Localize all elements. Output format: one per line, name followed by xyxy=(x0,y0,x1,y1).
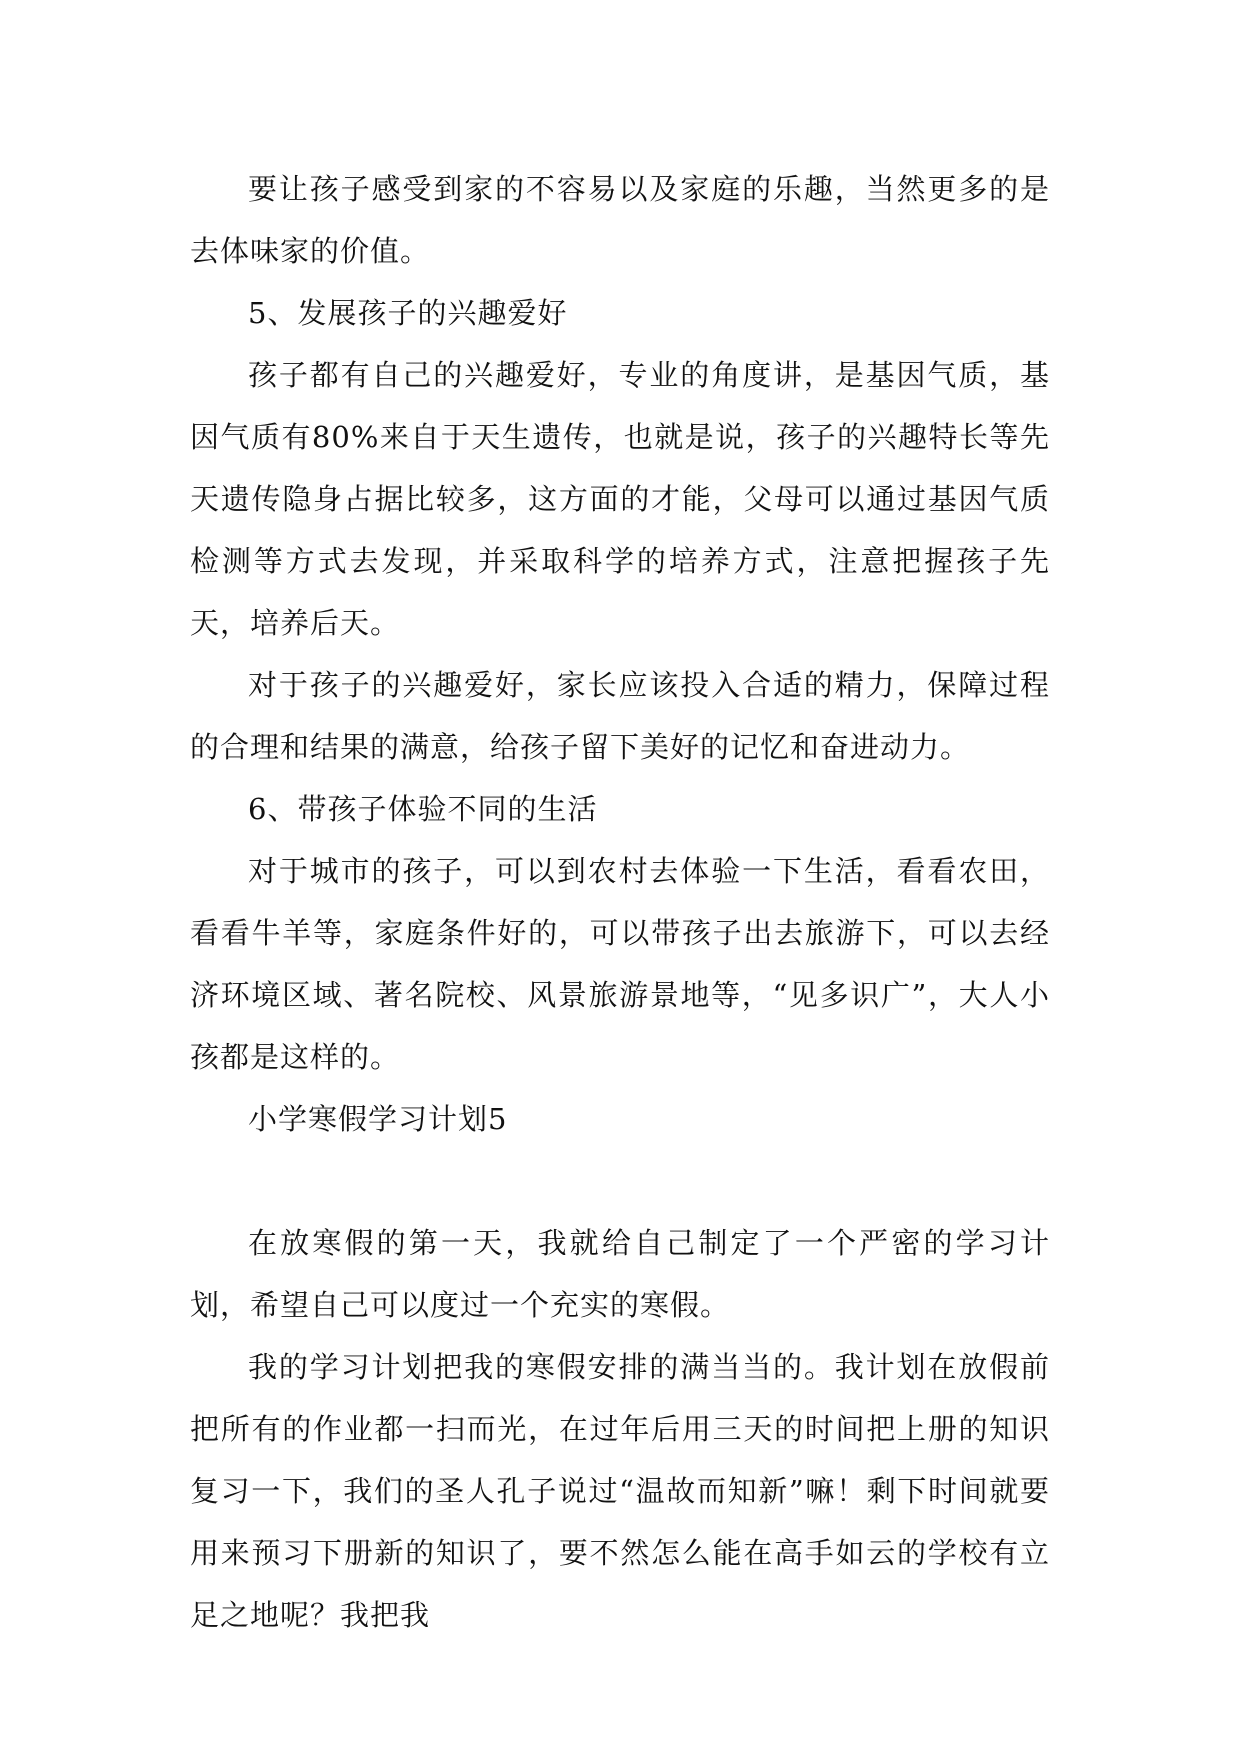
paragraph: 对于孩子的兴趣爱好，家长应该投入合适的精力，保障过程的合理和结果的满意，给孩子留下美好的记忆和奋进动力。 xyxy=(190,668,1050,764)
section-heading: 5、发展孩子的兴趣爱好 xyxy=(248,296,568,330)
article-title: 小学寒假学习计划5 xyxy=(248,1102,508,1136)
paragraph: 要让孩子感受到家的不容易以及家庭的乐趣，当然更多的是去体味家的价值。 xyxy=(190,172,1050,268)
paragraph: 在放寒假的第一天，我就给自己制定了一个严密的学习计划，希望自己可以度过一个充实的寒假。 xyxy=(190,1226,1050,1322)
paragraph: 对于城市的孩子，可以到农村去体验一下生活，看看农田，看看牛羊等，家庭条件好的，可以带孩子出去旅游下，可以去经济环境区域、著名院校、风景旅游景地等，“见多识广”，大人小孩都是这样的。 xyxy=(190,854,1050,1074)
paragraph: 孩子都有自己的兴趣爱好，专业的角度讲，是基因气质，基因气质有80%来自于天生遗传，也就是说，孩子的兴趣特长等先天遗传隐身占据比较多，这方面的才能，父母可以通过基因气质检测等方式去发现，并采取科学的培养方式，注意把握孩子先天，培养后天。 xyxy=(190,358,1050,640)
section-heading: 6、带孩子体验不同的生活 xyxy=(248,792,598,826)
paragraph: 我的学习计划把我的寒假安排的满当当的。我计划在放假前把所有的作业都一扫而光，在过年后用三天的时间把上册的知识复习一下，我们的圣人孔子说过“温故而知新”嘛！剩下时间就要用来预习下册新的知识了，要不然怎么能在高手如云的学校有立足之地呢？我把我 xyxy=(190,1350,1050,1632)
document-body xyxy=(190,158,1050,1646)
